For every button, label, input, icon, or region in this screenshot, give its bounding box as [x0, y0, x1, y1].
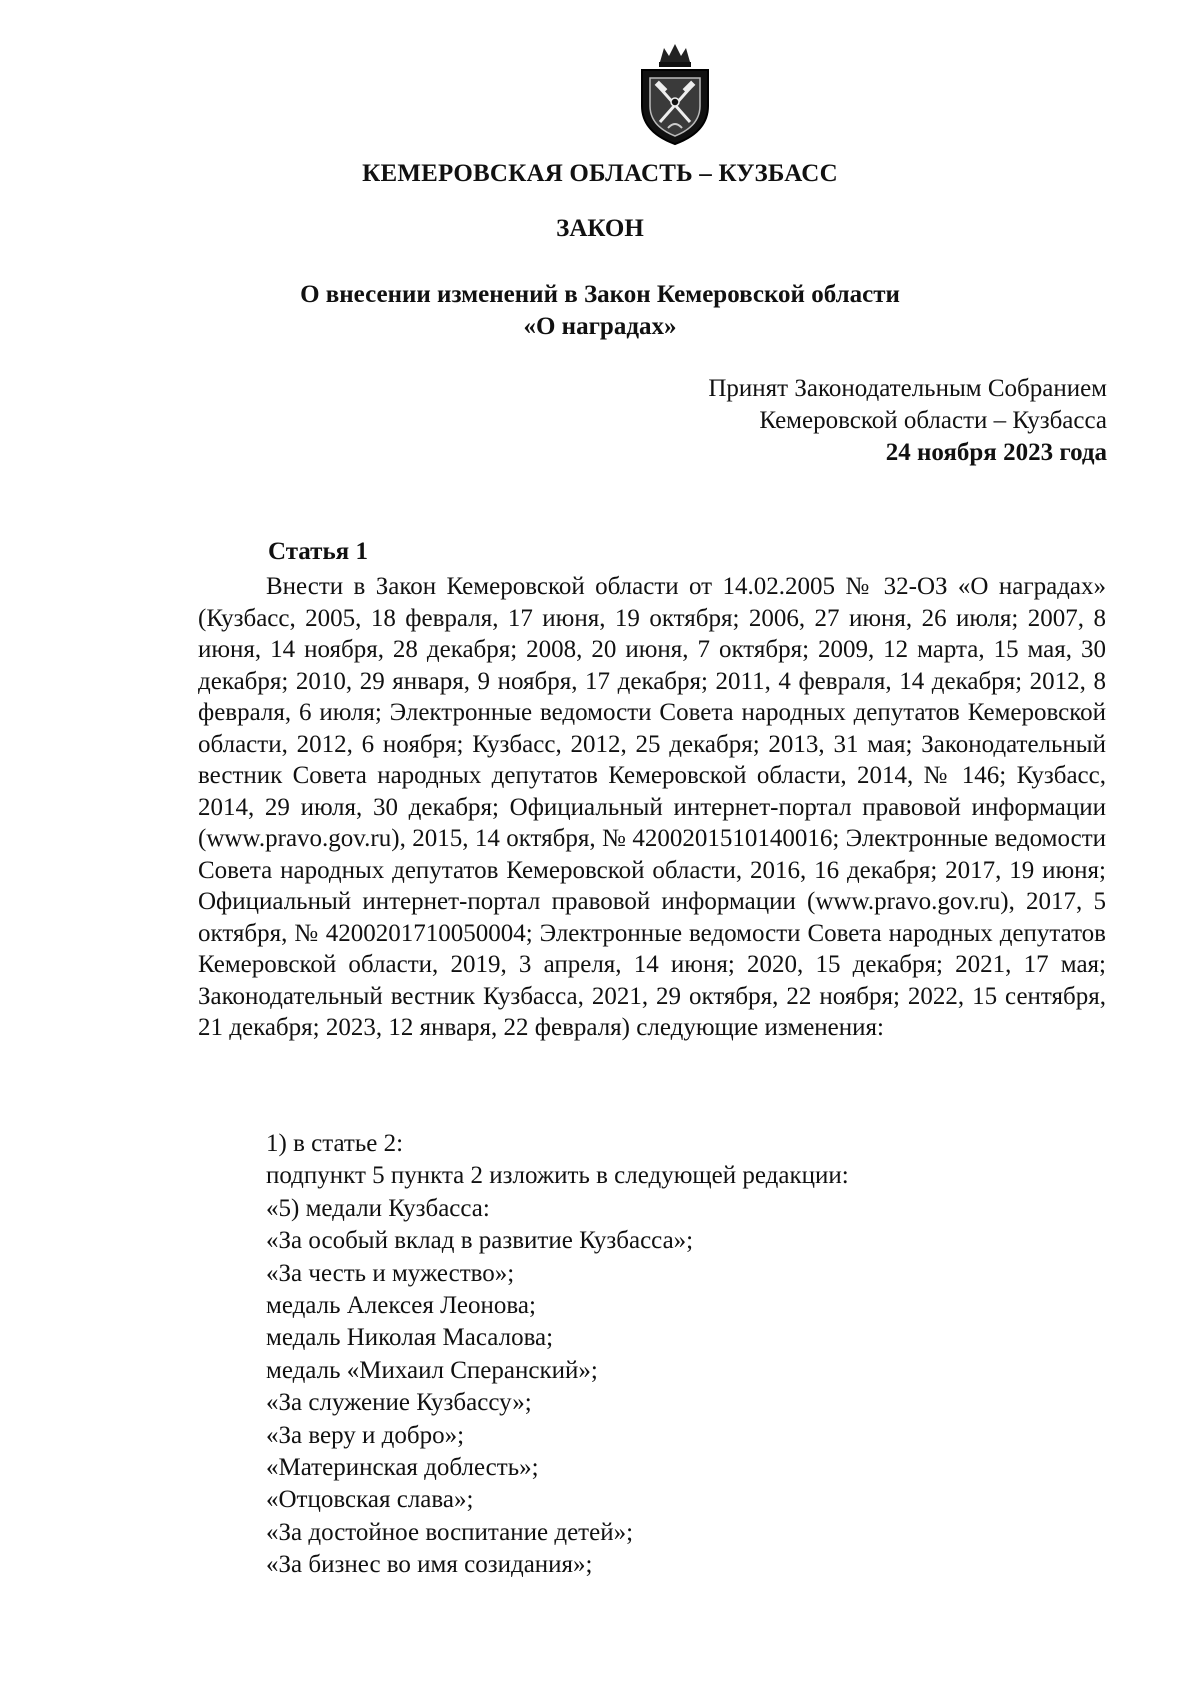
- adoption-line-2: Кемеровской области – Кузбасса: [759, 407, 1107, 434]
- list-item: «За веру и добро»;: [266, 1421, 465, 1449]
- law-title: [0, 279, 1200, 343]
- list-item: медаль Алексея Леонова;: [266, 1292, 536, 1320]
- list-item: «За особый вклад в развитие Кузбасса»;: [266, 1227, 694, 1255]
- law-title-line-1: О внесении изменений в Закон Кемеровской области: [300, 281, 900, 308]
- list-item: «За бизнес во имя созидания»;: [266, 1551, 593, 1579]
- kemerovo-coat-of-arms-icon: [638, 40, 712, 146]
- law-title-line-2: «О наградах»: [523, 313, 677, 340]
- document-type: ЗАКОН: [556, 215, 644, 242]
- list-item: медаль «Михаил Сперанский»;: [266, 1356, 598, 1384]
- list-item: «Отцовская слава»;: [266, 1486, 474, 1514]
- article-intro-paragraph: Внести в Закон Кемеровской области от 14.02.2005 № 32-ОЗ «О наградах» (Кузбасс, 2005, 18 февраля, 17 июня, 19 октября; 2006, 27 июня, 26 июля; 2007, 8 июня, 14 ноября, 28 декабря; 2008, 20 июня, 7 октября; 2009, 12 марта, 15 мая, 30 декабря; 2010, 29 января, 9 ноября, 17 декабря; 2011, 4 февраля, 14 декабря; 2012, 8 февраля, 6 июля; Электронные ведомости Совета народных депутатов Кемеровской области, 2012, 6 ноября; Кузбасс, 2012, 25 декабря; 2013, 31 мая; Законодательный вестник Совета народных депутатов Кемеровской области, 2014, № 146; Кузбасс, 2014, 29 июля, 30 декабря; Официальный интернет-портал правовой информации (www.pravo.gov.ru), 2015, 14 октября, № 4200201510140016; Электронные ведомости Совета народных депутатов Кемеровской области, 2016, 16 декабря; 2017, 19 июня; Официальный интернет-портал правовой информации (www.pravo.gov.ru), 2017, 5 октября, № 4200201710050004; Электронные ведомости Совета народных депутатов Кемеровской области, 2019, 3 апреля, 14 июня; 2020, 15 декабря; 2021, 17 мая; Законодательный вестник Кузбасса, 2021, 29 октября, 22 ноября; 2022, 15 сентября, 21 декабря; 2023, 12 января, 22 февраля) следующие изменения:: [198, 573, 1106, 1041]
- list-item: «Материнская доблесть»;: [266, 1454, 539, 1482]
- list-item: «5) медали Кузбасса:: [266, 1194, 490, 1222]
- adoption-line-1: Принят Законодательным Собранием: [708, 375, 1107, 402]
- list-item: 1) в статье 2:: [266, 1130, 404, 1157]
- list-item: «За достойное воспитание детей»;: [266, 1518, 634, 1546]
- amendment-list: [266, 1128, 849, 1582]
- list-item: подпункт 5 пункта 2 изложить в следующей редакции:: [266, 1162, 849, 1190]
- list-item: «За честь и мужество»;: [266, 1259, 515, 1287]
- adoption-date: 24 ноября 2023 года: [885, 439, 1107, 466]
- list-item: медаль Николая Масалова;: [266, 1324, 554, 1352]
- adoption-block: [708, 373, 1107, 469]
- article-heading: Статья 1: [268, 538, 368, 565]
- list-item: «За служение Кузбассу»;: [266, 1389, 532, 1417]
- article-body: [198, 571, 1106, 1044]
- region-heading: КЕМЕРОВСКАЯ ОБЛАСТЬ – КУЗБАСС: [362, 160, 838, 187]
